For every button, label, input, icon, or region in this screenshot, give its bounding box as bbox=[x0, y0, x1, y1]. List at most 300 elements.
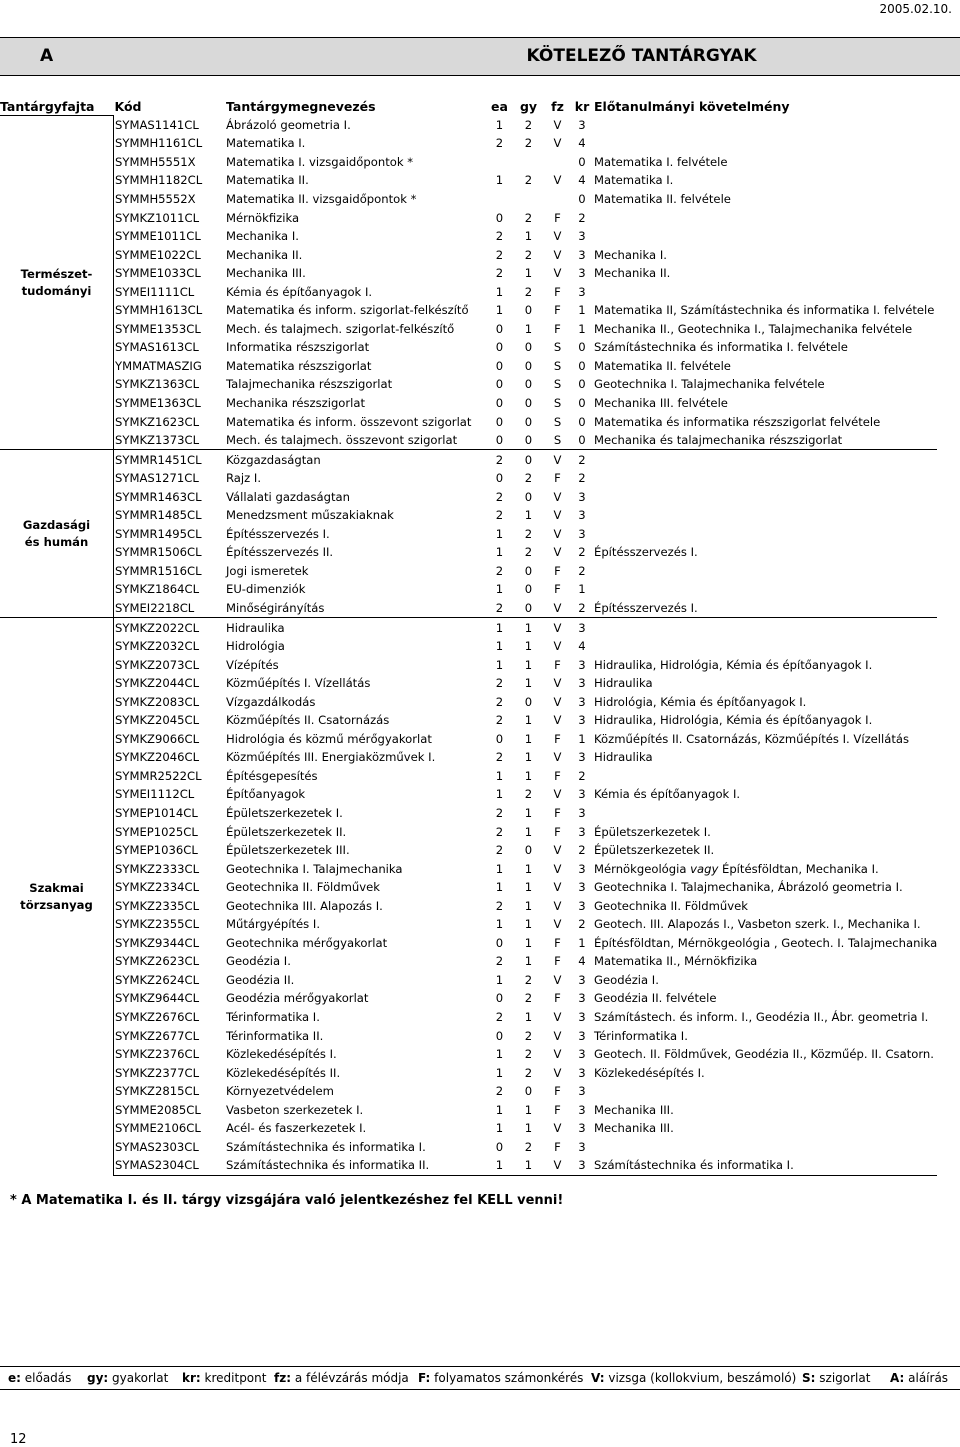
gy-value bbox=[514, 190, 543, 209]
gy-value: 0 bbox=[524, 358, 533, 373]
course-code: SYMMR1451CL bbox=[114, 450, 227, 469]
course-code: SYMAS1141CL bbox=[115, 117, 199, 132]
course-name: Matematika és inform. szigorlat-felkészítő bbox=[226, 303, 469, 318]
course-name: Közműépítés I. Vízellátás bbox=[226, 676, 371, 691]
course-code: SYMKZ9644CL bbox=[115, 991, 200, 1006]
kr-value: 2 bbox=[572, 450, 592, 469]
course-name: Matematika I. vizsgaidőpontok * bbox=[226, 154, 414, 169]
course-name: Ábrázoló geometria I. bbox=[226, 117, 351, 132]
col-header-prereq: Előtanulmányi követelmény bbox=[594, 98, 790, 114]
ea-value: 0 bbox=[495, 414, 504, 429]
course-name: Matematika és inform. összevont szigorlat bbox=[226, 414, 472, 429]
prerequisite bbox=[592, 487, 937, 506]
course-code: SYMMR1506CL bbox=[115, 545, 202, 560]
kr-value: 2 bbox=[578, 563, 586, 578]
table-row bbox=[0, 878, 937, 897]
gy-value: 1 bbox=[524, 676, 533, 691]
legend-text: a félévzárás módja bbox=[294, 1371, 409, 1385]
kr-value: 2 bbox=[578, 917, 586, 932]
fz-value: V bbox=[553, 1047, 562, 1062]
table-row bbox=[0, 1063, 937, 1082]
course-name: Geotechnika III. Alapozás I. bbox=[226, 898, 383, 913]
kr-value: 3 bbox=[578, 266, 586, 281]
course-code: SYMKZ2677CL bbox=[115, 1028, 200, 1043]
kr-value: 0 bbox=[578, 358, 586, 373]
kr-value: 3 bbox=[578, 880, 586, 895]
table-row bbox=[0, 785, 937, 804]
gy-value: 1 bbox=[524, 731, 533, 746]
table-row bbox=[0, 915, 937, 934]
fz-value: V bbox=[553, 639, 562, 654]
prerequisite: Mérnökgeológia vagy Építésföldtan, Mechanika I. bbox=[594, 861, 879, 876]
course-name: Mérnökfizika bbox=[226, 210, 300, 225]
legend-item bbox=[418, 1371, 583, 1385]
table-row bbox=[0, 618, 937, 637]
fz-value: F bbox=[554, 935, 561, 950]
ea-value: 1 bbox=[495, 657, 504, 672]
fz-value: F bbox=[554, 563, 561, 578]
col-header-kr: kr bbox=[574, 98, 590, 114]
course-name: Jogi ismeretek bbox=[226, 563, 309, 578]
ea-value: 1 bbox=[495, 526, 504, 541]
gy-value: 1 bbox=[524, 657, 533, 672]
course-name: Közlekedésépítés II. bbox=[226, 1065, 341, 1080]
table-row bbox=[0, 153, 937, 172]
course-name: Informatika részszigorlat bbox=[226, 340, 370, 355]
prerequisite: Matematika II. felvétele bbox=[594, 191, 731, 206]
table-row bbox=[0, 264, 937, 283]
fz-value: V bbox=[553, 694, 562, 709]
page-number: 12 bbox=[10, 1432, 27, 1447]
ea-value: 0 bbox=[495, 1139, 504, 1154]
kr-value: 4 bbox=[578, 136, 586, 151]
gy-value: 2 bbox=[524, 972, 533, 987]
course-code: SYMMR1463CL bbox=[115, 489, 202, 504]
table-row bbox=[0, 357, 937, 376]
fz-value: S bbox=[553, 340, 562, 355]
course-name: Számítástechnika és informatika I. bbox=[226, 1139, 426, 1154]
gy-value: 0 bbox=[524, 843, 533, 858]
ea-value: 1 bbox=[495, 1047, 504, 1062]
ea-value: 0 bbox=[495, 377, 504, 392]
ea-value: 0 bbox=[495, 471, 504, 486]
ea-value: 1 bbox=[495, 639, 504, 654]
fz-value: S bbox=[553, 433, 562, 448]
prerequisite: Hidrológia, Kémia és építőanyagok I. bbox=[594, 694, 807, 709]
prerequisite: Matematika II, Számítástechnika és informatika I. felvétele bbox=[594, 303, 935, 318]
course-name: Matematika II. bbox=[226, 173, 309, 188]
gy-value: 0 bbox=[524, 563, 533, 578]
ea-value: 1 bbox=[495, 117, 504, 132]
kr-value: 3 bbox=[578, 861, 586, 876]
gy-value: 1 bbox=[514, 618, 543, 637]
gy-value: 0 bbox=[524, 489, 533, 504]
table-row bbox=[0, 208, 937, 227]
fz-value: V bbox=[553, 489, 562, 504]
legend-text: gyakorlat bbox=[112, 1371, 169, 1385]
legend-item bbox=[591, 1371, 796, 1385]
ea-value: 2 bbox=[495, 136, 504, 151]
legend-item bbox=[890, 1371, 948, 1385]
gy-value: 2 bbox=[524, 1065, 533, 1080]
ea-value: 1 bbox=[495, 582, 504, 597]
course-name: Épületszerkezetek II. bbox=[226, 824, 347, 839]
prerequisite bbox=[592, 282, 937, 301]
course-code: SYMEI1112CL bbox=[115, 787, 195, 802]
course-code: SYMKZ1363CL bbox=[115, 377, 200, 392]
fz-value: S bbox=[553, 377, 562, 392]
kr-value: 0 bbox=[578, 340, 586, 355]
course-name: Közgazdaságtan bbox=[226, 450, 485, 469]
ea-value: 0 bbox=[495, 433, 504, 448]
course-name: Matematika részszigorlat bbox=[226, 358, 372, 373]
course-name: Épületszerkezetek I. bbox=[226, 806, 343, 820]
ea-value: 2 bbox=[495, 508, 504, 523]
section-letter: A bbox=[40, 46, 54, 66]
table-body bbox=[0, 116, 937, 1176]
category-label: Gazdasági és humán bbox=[0, 450, 114, 618]
fz-value: V bbox=[553, 247, 562, 262]
course-name: Építésgepesítés bbox=[226, 768, 318, 783]
legend-text: vizsga (kollokvium, beszámoló) bbox=[608, 1371, 797, 1385]
kr-value: 0 bbox=[578, 191, 586, 206]
fz-value: F bbox=[554, 1102, 561, 1117]
table-header-row bbox=[0, 97, 937, 116]
course-code: SYMAS1271CL bbox=[115, 471, 199, 486]
table-row bbox=[0, 245, 937, 264]
course-name: EU-dimenziók bbox=[226, 582, 306, 597]
fz-value: S bbox=[553, 414, 562, 429]
table-row bbox=[0, 469, 937, 488]
gy-value: 1 bbox=[514, 1156, 543, 1175]
prerequisite: Hidraulika, Hidrológia, Kémia és építőanyagok I. bbox=[594, 713, 873, 728]
table-row bbox=[0, 822, 937, 841]
prerequisite: Matematika I. bbox=[594, 173, 674, 188]
col-header-fz: fz bbox=[551, 98, 564, 114]
gy-value: 2 bbox=[524, 787, 533, 802]
table-row bbox=[0, 301, 937, 320]
legend-text: kreditpont bbox=[204, 1371, 267, 1385]
table-row bbox=[0, 841, 937, 860]
course-code: SYMEI1111CL bbox=[115, 284, 195, 299]
ea-value: 1 bbox=[495, 1065, 504, 1080]
prerequisite: Térinformatika I. bbox=[594, 1028, 688, 1043]
table-row bbox=[0, 859, 937, 878]
kr-value: 3 bbox=[578, 284, 586, 299]
ea-value: 2 bbox=[495, 563, 504, 578]
gy-value: 2 bbox=[524, 526, 533, 541]
table-row bbox=[0, 171, 937, 190]
fz-value: V bbox=[553, 526, 562, 541]
kr-value: 4 bbox=[578, 173, 586, 188]
prerequisite bbox=[592, 208, 937, 227]
ea-value: 2 bbox=[495, 824, 504, 839]
table-row bbox=[0, 543, 937, 562]
col-header-gy: gy bbox=[519, 98, 538, 114]
gy-value: 1 bbox=[524, 229, 533, 244]
ea-value bbox=[485, 153, 514, 172]
course-code: SYMKZ2045CL bbox=[115, 713, 200, 728]
prerequisite: Kémia és építőanyagok I. bbox=[594, 787, 741, 802]
kr-value: 1 bbox=[578, 935, 586, 950]
course-code: SYMKZ2376CL bbox=[115, 1047, 200, 1062]
kr-value: 3 bbox=[578, 787, 586, 802]
table-row bbox=[0, 971, 937, 990]
gy-value: 1 bbox=[524, 806, 533, 820]
prerequisite: Matematika II. felvétele bbox=[594, 358, 731, 373]
section-header bbox=[0, 37, 960, 76]
prerequisite: Geotech. II. Földművek, Geodézia II., Közműép. II. Csatorn. bbox=[594, 1047, 934, 1062]
prerequisite: Mechanika III. felvétele bbox=[594, 395, 728, 410]
fz-value: V bbox=[553, 136, 562, 151]
table-row bbox=[0, 1082, 937, 1101]
course-name: Geodézia mérőgyakorlat bbox=[226, 991, 369, 1006]
course-code: SYMMH1161CL bbox=[115, 136, 203, 151]
fz-value: F bbox=[554, 471, 561, 486]
fz-value: V bbox=[553, 861, 562, 876]
course-name: Műtárgyépítés I. bbox=[226, 917, 321, 932]
ea-value: 2 bbox=[495, 898, 504, 913]
course-code: SYMME1011CL bbox=[115, 229, 201, 244]
ea-value: 1 bbox=[495, 880, 504, 895]
gy-value: 1 bbox=[524, 861, 533, 876]
footnote: * A Matematika I. és II. tárgy vizsgájára való jelentkezéshez fel KELL venni! bbox=[10, 1193, 564, 1208]
fz-value: V bbox=[553, 880, 562, 895]
kr-value: 1 bbox=[578, 582, 586, 597]
fz-value: V bbox=[543, 450, 572, 469]
fz-value: S bbox=[553, 358, 562, 373]
ea-value: 1 bbox=[485, 1156, 514, 1175]
kr-value: 1 bbox=[578, 303, 586, 318]
course-code: SYMKZ2046CL bbox=[115, 750, 200, 765]
course-name: Geodézia II. bbox=[226, 972, 295, 987]
gy-value: 1 bbox=[524, 266, 533, 281]
course-name: Mechanika részszigorlat bbox=[226, 395, 366, 410]
ea-value: 1 bbox=[495, 1121, 504, 1136]
course-code: SYMEP1025CL bbox=[115, 824, 198, 839]
gy-value: 1 bbox=[524, 880, 533, 895]
kr-value: 3 bbox=[572, 1156, 592, 1175]
prerequisite: Geotechnika I. Talajmechanika felvétele bbox=[594, 377, 825, 392]
table-row bbox=[0, 599, 937, 618]
ea-value: 2 bbox=[495, 247, 504, 262]
fz-value: F bbox=[554, 1084, 561, 1099]
prerequisite: Mechanika II., Geotechnika I., Talajmechanika felvétele bbox=[594, 321, 913, 336]
prerequisite bbox=[592, 525, 937, 544]
ea-value: 1 bbox=[495, 545, 504, 560]
kr-value: 3 bbox=[578, 898, 586, 913]
gy-value: 1 bbox=[524, 1121, 533, 1136]
fz-value: V bbox=[553, 676, 562, 691]
fz-value: V bbox=[553, 972, 562, 987]
kr-value: 3 bbox=[578, 1139, 586, 1154]
course-code: SYMMH1613CL bbox=[115, 303, 203, 318]
fz-value: V bbox=[553, 266, 562, 281]
ea-value: 2 bbox=[495, 229, 504, 244]
kr-value: 2 bbox=[578, 471, 586, 486]
course-code: SYMME1363CL bbox=[115, 395, 201, 410]
ea-value: 2 bbox=[495, 1010, 504, 1025]
legend-key: V: bbox=[591, 1371, 605, 1385]
course-name: Közműépítés II. Csatornázás bbox=[226, 713, 390, 728]
ea-value: 1 bbox=[495, 303, 504, 318]
table-row bbox=[0, 1119, 937, 1138]
fz-value: V bbox=[553, 898, 562, 913]
course-code: SYMME2085CL bbox=[115, 1102, 201, 1117]
prerequisite: Matematika II., Mérnökfizika bbox=[594, 954, 758, 969]
ea-value: 2 bbox=[495, 713, 504, 728]
gy-value: 2 bbox=[524, 284, 533, 299]
table-row bbox=[0, 1100, 937, 1119]
course-name: Rajz I. bbox=[226, 471, 262, 486]
prerequisite bbox=[592, 1138, 937, 1157]
kr-value: 0 bbox=[578, 433, 586, 448]
fz-value: V bbox=[553, 229, 562, 244]
prerequisite bbox=[592, 134, 937, 153]
prerequisite: Számítástechnika és informatika I. felvétele bbox=[594, 340, 848, 355]
kr-value: 2 bbox=[578, 600, 586, 615]
kr-value: 3 bbox=[578, 713, 586, 728]
course-name: Környezetvédelem bbox=[226, 1084, 334, 1099]
course-code: SYMMR2522CL bbox=[115, 768, 202, 783]
course-code: SYMKZ2083CL bbox=[115, 694, 200, 709]
ea-value: 1 bbox=[495, 768, 504, 783]
table-row bbox=[0, 896, 937, 915]
col-header-code: Kód bbox=[114, 98, 142, 114]
prerequisite: Építésszervezés I. bbox=[594, 545, 698, 560]
ea-value: 0 bbox=[495, 395, 504, 410]
table-row bbox=[0, 562, 937, 581]
gy-value: 2 bbox=[524, 136, 533, 151]
ea-value bbox=[485, 190, 514, 209]
table-row bbox=[0, 934, 937, 953]
prerequisite bbox=[592, 116, 937, 135]
gy-value: 1 bbox=[524, 639, 533, 654]
gy-value: 0 bbox=[524, 377, 533, 392]
prerequisite: Hidraulika, Hidrológia, Kémia és építőanyagok I. bbox=[594, 657, 873, 672]
prerequisite bbox=[592, 506, 937, 525]
table-row bbox=[0, 767, 937, 786]
ea-value: 1 bbox=[485, 618, 514, 637]
kr-value: 3 bbox=[578, 657, 586, 672]
fz-value: F bbox=[554, 731, 561, 746]
course-code: SYMKZ2377CL bbox=[115, 1065, 200, 1080]
prerequisite bbox=[592, 767, 937, 786]
gy-value: 1 bbox=[524, 508, 533, 523]
fz-value: V bbox=[553, 545, 562, 560]
gy-value: 0 bbox=[524, 694, 533, 709]
gy-value: 0 bbox=[524, 433, 533, 448]
course-name: Geodézia I. bbox=[226, 954, 291, 969]
fz-value: V bbox=[553, 600, 562, 615]
col-header-name: Tantárgymegnevezés bbox=[226, 98, 376, 114]
prerequisite: Matematika és informatika részszigorlat felvétele bbox=[594, 414, 881, 429]
course-name: Kémia és építőanyagok I. bbox=[226, 284, 373, 299]
table-row bbox=[0, 227, 937, 246]
course-code: SYMKZ1623CL bbox=[115, 414, 200, 429]
course-name: Matematika II. vizsgaidőpontok * bbox=[226, 191, 417, 206]
kr-value: 0 bbox=[578, 154, 586, 169]
course-code: SYMKZ2334CL bbox=[115, 880, 200, 895]
ea-value: 1 bbox=[495, 787, 504, 802]
course-name: Mechanika I. bbox=[226, 229, 299, 244]
gy-value: 2 bbox=[524, 173, 533, 188]
kr-value: 3 bbox=[578, 489, 586, 504]
ea-value: 2 bbox=[495, 600, 504, 615]
prerequisite: Hidraulika bbox=[594, 676, 653, 691]
ea-value: 1 bbox=[495, 917, 504, 932]
gy-value: 0 bbox=[524, 1084, 533, 1099]
gy-value: 1 bbox=[524, 768, 533, 783]
legend-item bbox=[8, 1371, 71, 1385]
table-row bbox=[0, 506, 937, 525]
kr-value: 3 bbox=[578, 1084, 586, 1099]
col-header-type: Tantárgyfajta bbox=[0, 98, 95, 114]
table-row bbox=[0, 525, 937, 544]
course-name: Hidrológia bbox=[226, 639, 285, 654]
gy-value: 1 bbox=[524, 935, 533, 950]
legend-text: aláírás bbox=[908, 1371, 949, 1385]
ea-value: 0 bbox=[495, 340, 504, 355]
kr-value: 3 bbox=[578, 117, 586, 132]
kr-value: 3 bbox=[578, 694, 586, 709]
prerequisite bbox=[592, 580, 937, 599]
table-row bbox=[0, 282, 937, 301]
legend bbox=[0, 1366, 960, 1390]
kr-value: 3 bbox=[572, 618, 592, 637]
prerequisite: Geotechnika II. Földművek bbox=[594, 898, 748, 913]
table-row bbox=[0, 450, 937, 469]
legend-item bbox=[87, 1371, 168, 1385]
gy-value: 1 bbox=[524, 917, 533, 932]
table-row bbox=[0, 1008, 937, 1027]
course-code: SYMME1033CL bbox=[115, 266, 201, 281]
course-code: SYMAS2304CL bbox=[114, 1156, 227, 1175]
ea-value: 0 bbox=[495, 358, 504, 373]
ea-value: 0 bbox=[495, 731, 504, 746]
gy-value: 1 bbox=[524, 321, 533, 336]
course-code: SYMMH1182CL bbox=[115, 173, 203, 188]
prerequisite: Közműépítés II. Csatornázás, Közműépítés I. Vízellátás bbox=[594, 731, 910, 746]
table-row bbox=[0, 394, 937, 413]
legend-key: S: bbox=[802, 1371, 816, 1385]
fz-value bbox=[543, 190, 572, 209]
fz-value: S bbox=[553, 395, 562, 410]
kr-value: 1 bbox=[578, 731, 586, 746]
prerequisite: Épületszerkezetek I. bbox=[594, 824, 711, 839]
fz-value: F bbox=[554, 284, 561, 299]
table-row bbox=[0, 431, 937, 450]
prerequisite: Közlekedésépítés I. bbox=[594, 1065, 705, 1080]
course-code: SYMMR1495CL bbox=[115, 526, 202, 541]
gy-value: 1 bbox=[524, 1010, 533, 1025]
table-row bbox=[0, 338, 937, 357]
course-code: SYMEP1014CL bbox=[115, 806, 198, 820]
course-name: Térinformatika I. bbox=[226, 1010, 320, 1025]
gy-value: 2 bbox=[524, 991, 533, 1006]
course-code: SYMKZ2032CL bbox=[115, 639, 200, 654]
ea-value: 2 bbox=[495, 843, 504, 858]
course-code: SYMKZ2073CL bbox=[115, 657, 200, 672]
gy-value: 2 bbox=[524, 117, 533, 132]
gy-value: 2 bbox=[524, 1028, 533, 1043]
course-name: Számítástechnika és informatika II. bbox=[226, 1156, 485, 1175]
ea-value: 0 bbox=[495, 991, 504, 1006]
course-name: Acél- és faszerkezetek I. bbox=[226, 1121, 367, 1136]
prerequisite: Mechanika III. bbox=[594, 1121, 674, 1136]
prerequisite: Építésszervezés I. bbox=[594, 600, 698, 615]
table-row bbox=[0, 730, 937, 749]
